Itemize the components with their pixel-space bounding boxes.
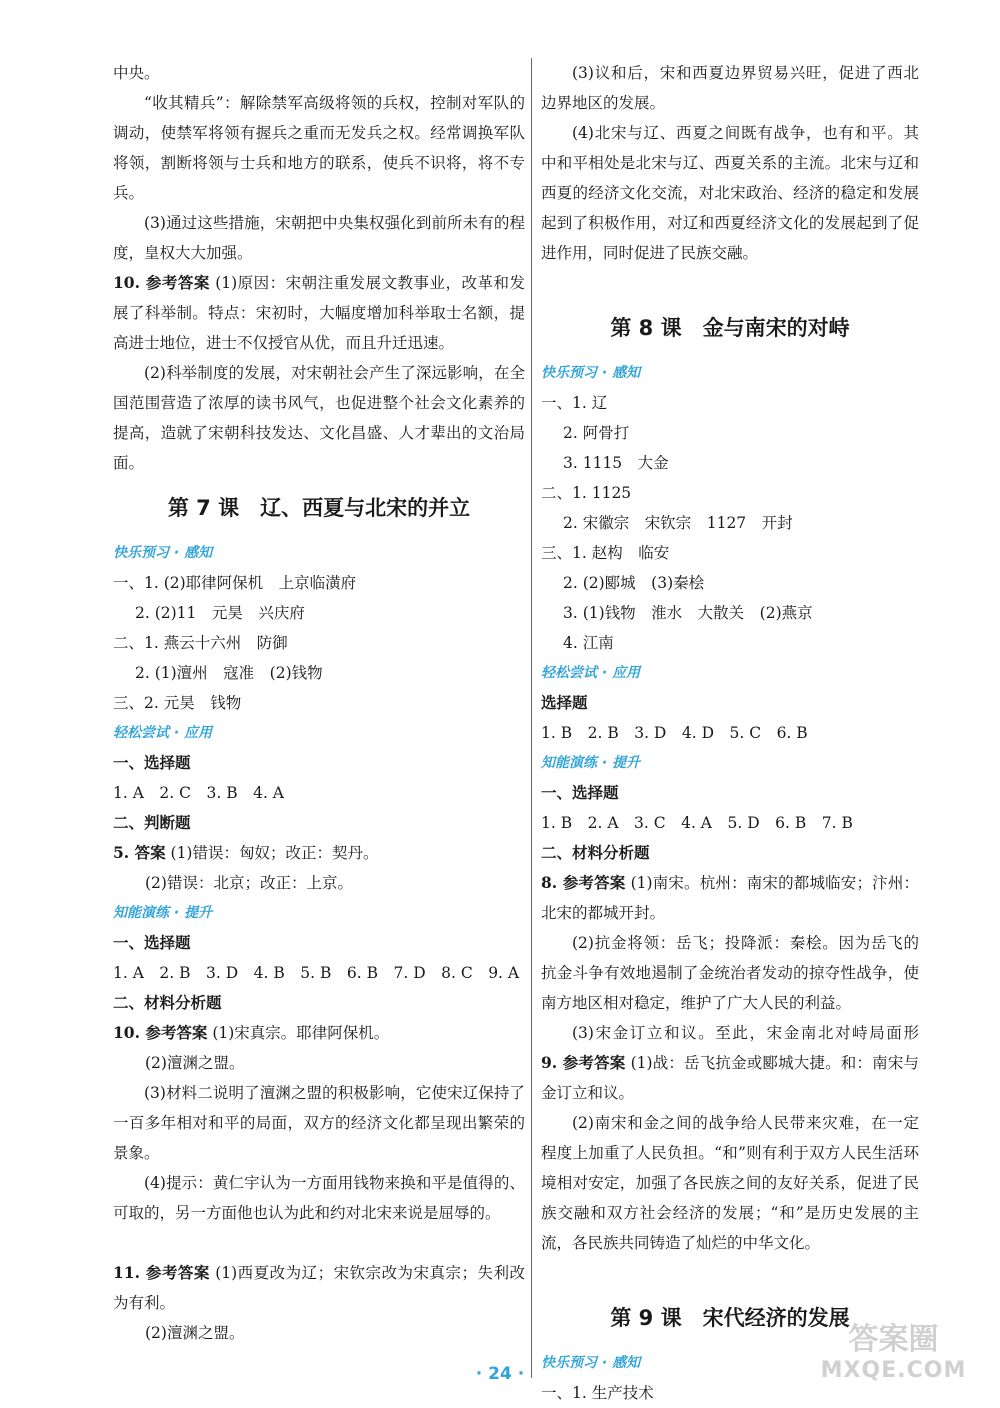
question-type-heading: 选择题 [541,693,588,712]
answer-line: (2)澶渊之盟。 [145,1324,245,1342]
answer-item [113,268,525,358]
answer-item [113,1018,525,1048]
question-type-heading: 二、材料分析题 [113,993,222,1012]
answer-line: 1. A 2. C 3. B 4. A [113,784,284,802]
question-type-heading: 一、选择题 [541,783,619,802]
answer-line: (2)澶渊之盟。 [145,1054,245,1072]
answer-item [113,1258,525,1318]
answer-label: 9. 参考答案 [541,1053,626,1072]
answer-line: 2. (1)澶州 寇准 (2)钱物 [135,664,323,682]
watermark-url: MXQE.COM [820,1358,967,1383]
answer-line: 三、1. 赵构 临安 [541,544,670,562]
watermark-text: 答案圈 [848,1322,939,1357]
answer-line: 三、2. 元昊 钱物 [113,694,242,712]
answer-paragraph: (3)通过这些措施，宋朝把中央集权强化到前所未有的程度，皇权大大加强。 [113,214,525,262]
left-column [113,58,525,1348]
answer-label: 10. 参考答案 [113,1023,208,1042]
answer-paragraph: (2)抗金将领：岳飞；投降派：秦桧。因为岳飞的抗金斗争有效地遏制了金统治者发动的掠夺性战争，使南方地区相对稳定，维护了广大人民的利益。 [541,934,919,1012]
answer-text: (1)宋真宗。耶律阿保机。 [212,1024,390,1042]
answer-line: 二、1. 燕云十六州 防御 [113,634,288,652]
answer-paragraph: (3)宋金订立和议。至此，宋金南北对峙局面形 [572,1024,919,1042]
answer-label: 10. 参考答案 [113,273,210,292]
answer-text: (1)西夏改为辽；宋钦宗改为宋真宗；失利改为有利。 [113,1264,525,1312]
question-type-heading: 二、判断题 [113,813,191,832]
answer-line: 3. (1)钱物 淮水 大散关 (2)燕京 [563,604,813,622]
answer-paragraph: (4)北宋与辽、西夏之间既有战争，也有和平。其中和平相处是北宋与辽、西夏关系的主流。北宋与辽和西夏的经济文化交流，对北宋政治、经济的稳定和发展起到了积极作用，对辽和西夏经济文化的发展起到了促进作用，同时促进了民族交融。 [541,124,919,262]
section-heading: 知能演练 · 提升 [113,905,213,921]
answer-paragraph: (3)议和后，宋和西夏边界贸易兴旺，促进了西北边界地区的发展。 [541,64,919,112]
answer-line: 4. 江南 [563,634,614,652]
answer-item [113,838,525,868]
watermark-logo [801,1322,986,1392]
answer-paragraph: (2)南宋和金之间的战争给人民带来灾难，在一定程度上加重了人民负担。“和”则有利于双方人民生活环境相对安定，加强了各民族之间的友好关系，促进了民族交融和双方社会经济的发展；“和”是历史发展的主流，各民族共同铸造了灿烂的中华文化。 [541,1114,919,1252]
answer-line: 一、1. 辽 [541,394,608,412]
section-heading: 快乐预习 · 感知 [541,1355,641,1371]
answer-line: 2. (2)11 元昊 兴庆府 [135,604,305,622]
section-heading: 快乐预习 · 感知 [113,545,213,561]
answer-line: (2)错误：北京；改正：上京。 [145,874,353,892]
answer-item [541,1048,919,1108]
answer-paragraph: (4)提示：黄仁宇认为一方面用钱物来换和平是值得的、可取的，另一方面他也认为此和约对北宋来说是屈辱的。 [113,1174,525,1222]
answer-text: (1)南宋。杭州：南宋的都城临安；汴州：北宋的都城开封。 [541,874,919,922]
answer-paragraph: (3)材料二说明了澶渊之盟的积极影响，它使宋辽保持了一百多年相对和平的局面，双方的经济文化都呈现出繁荣的景象。 [113,1084,525,1162]
answer-label: 8. 参考答案 [541,873,626,892]
answer-line: 2. (2)郾城 (3)秦桧 [563,574,705,592]
answer-line: 1. B 2. B 3. D 4. D 5. C 6. B [541,724,808,742]
section-heading: 知能演练 · 提升 [541,755,641,771]
answer-line: 2. 阿骨打 [563,424,630,442]
answer-line: 1. B 2. A 3. C 4. A 5. D 6. B 7. B [541,814,853,832]
answer-line: 二、1. 1125 [541,484,632,502]
section-heading: 轻松尝试 · 应用 [113,725,213,741]
answer-text: (1)原因：宋朝注重发展文教事业，改革和发展了科举制。特点：宋初时，大幅度增加科举取士名额，提高进士地位，进士不仅授官从优，而且升迁迅速。 [113,274,525,352]
answer-line: 1. A 2. B 3. D 4. B 5. B 6. B 7. D 8. C 9. A [113,964,520,982]
answer-item [541,868,919,928]
section-heading: 轻松尝试 · 应用 [541,665,641,681]
answer-text: (1)错误：匈奴；改正：契丹。 [170,844,379,862]
column-divider [531,58,532,1378]
question-type-heading: 一、选择题 [113,933,191,952]
answer-paragraph: “收其精兵”：解除禁军高级将领的兵权，控制对军队的调动，使禁军将领有握兵之重而无发兵之权。经常调换军队将领，割断将领与士兵和地方的联系，使兵不识将，将不专兵。 [113,94,525,202]
lesson-title: 第 9 课 宋代经济的发展 [610,1306,850,1330]
lesson-title: 第 7 课 辽、西夏与北宋的并立 [167,496,471,520]
answer-line: 中央。 [113,64,160,82]
lesson-title: 第 8 课 金与南宋的对峙 [610,316,850,340]
page-number: · 24 · [475,1364,525,1384]
answer-label: 11. 参考答案 [113,1263,210,1282]
question-type-heading: 二、材料分析题 [541,843,650,862]
question-type-heading: 一、选择题 [113,753,191,772]
answer-text: (1)战：岳飞抗金或郾城大捷。和：南宋与金订立和议。 [541,1054,919,1102]
section-heading: 快乐预习 · 感知 [541,365,641,381]
answer-line: 一、1. (2)耶律阿保机 上京临潢府 [113,574,357,592]
right-column [541,58,919,1408]
answer-line: 一、1. 生产技术 [541,1384,654,1402]
answer-label: 5. 答案 [113,843,166,862]
answer-line: 2. 宋徽宗 宋钦宗 1127 开封 [563,514,793,532]
answer-paragraph: (2)科举制度的发展，对宋朝社会产生了深远影响，在全国范围营造了浓厚的读书风气，也促进整个社会文化素养的提高，造就了宋朝科技发达、文化昌盛、人才辈出的文治局面。 [113,364,525,472]
answer-line: 3. 1115 大金 [563,454,669,472]
